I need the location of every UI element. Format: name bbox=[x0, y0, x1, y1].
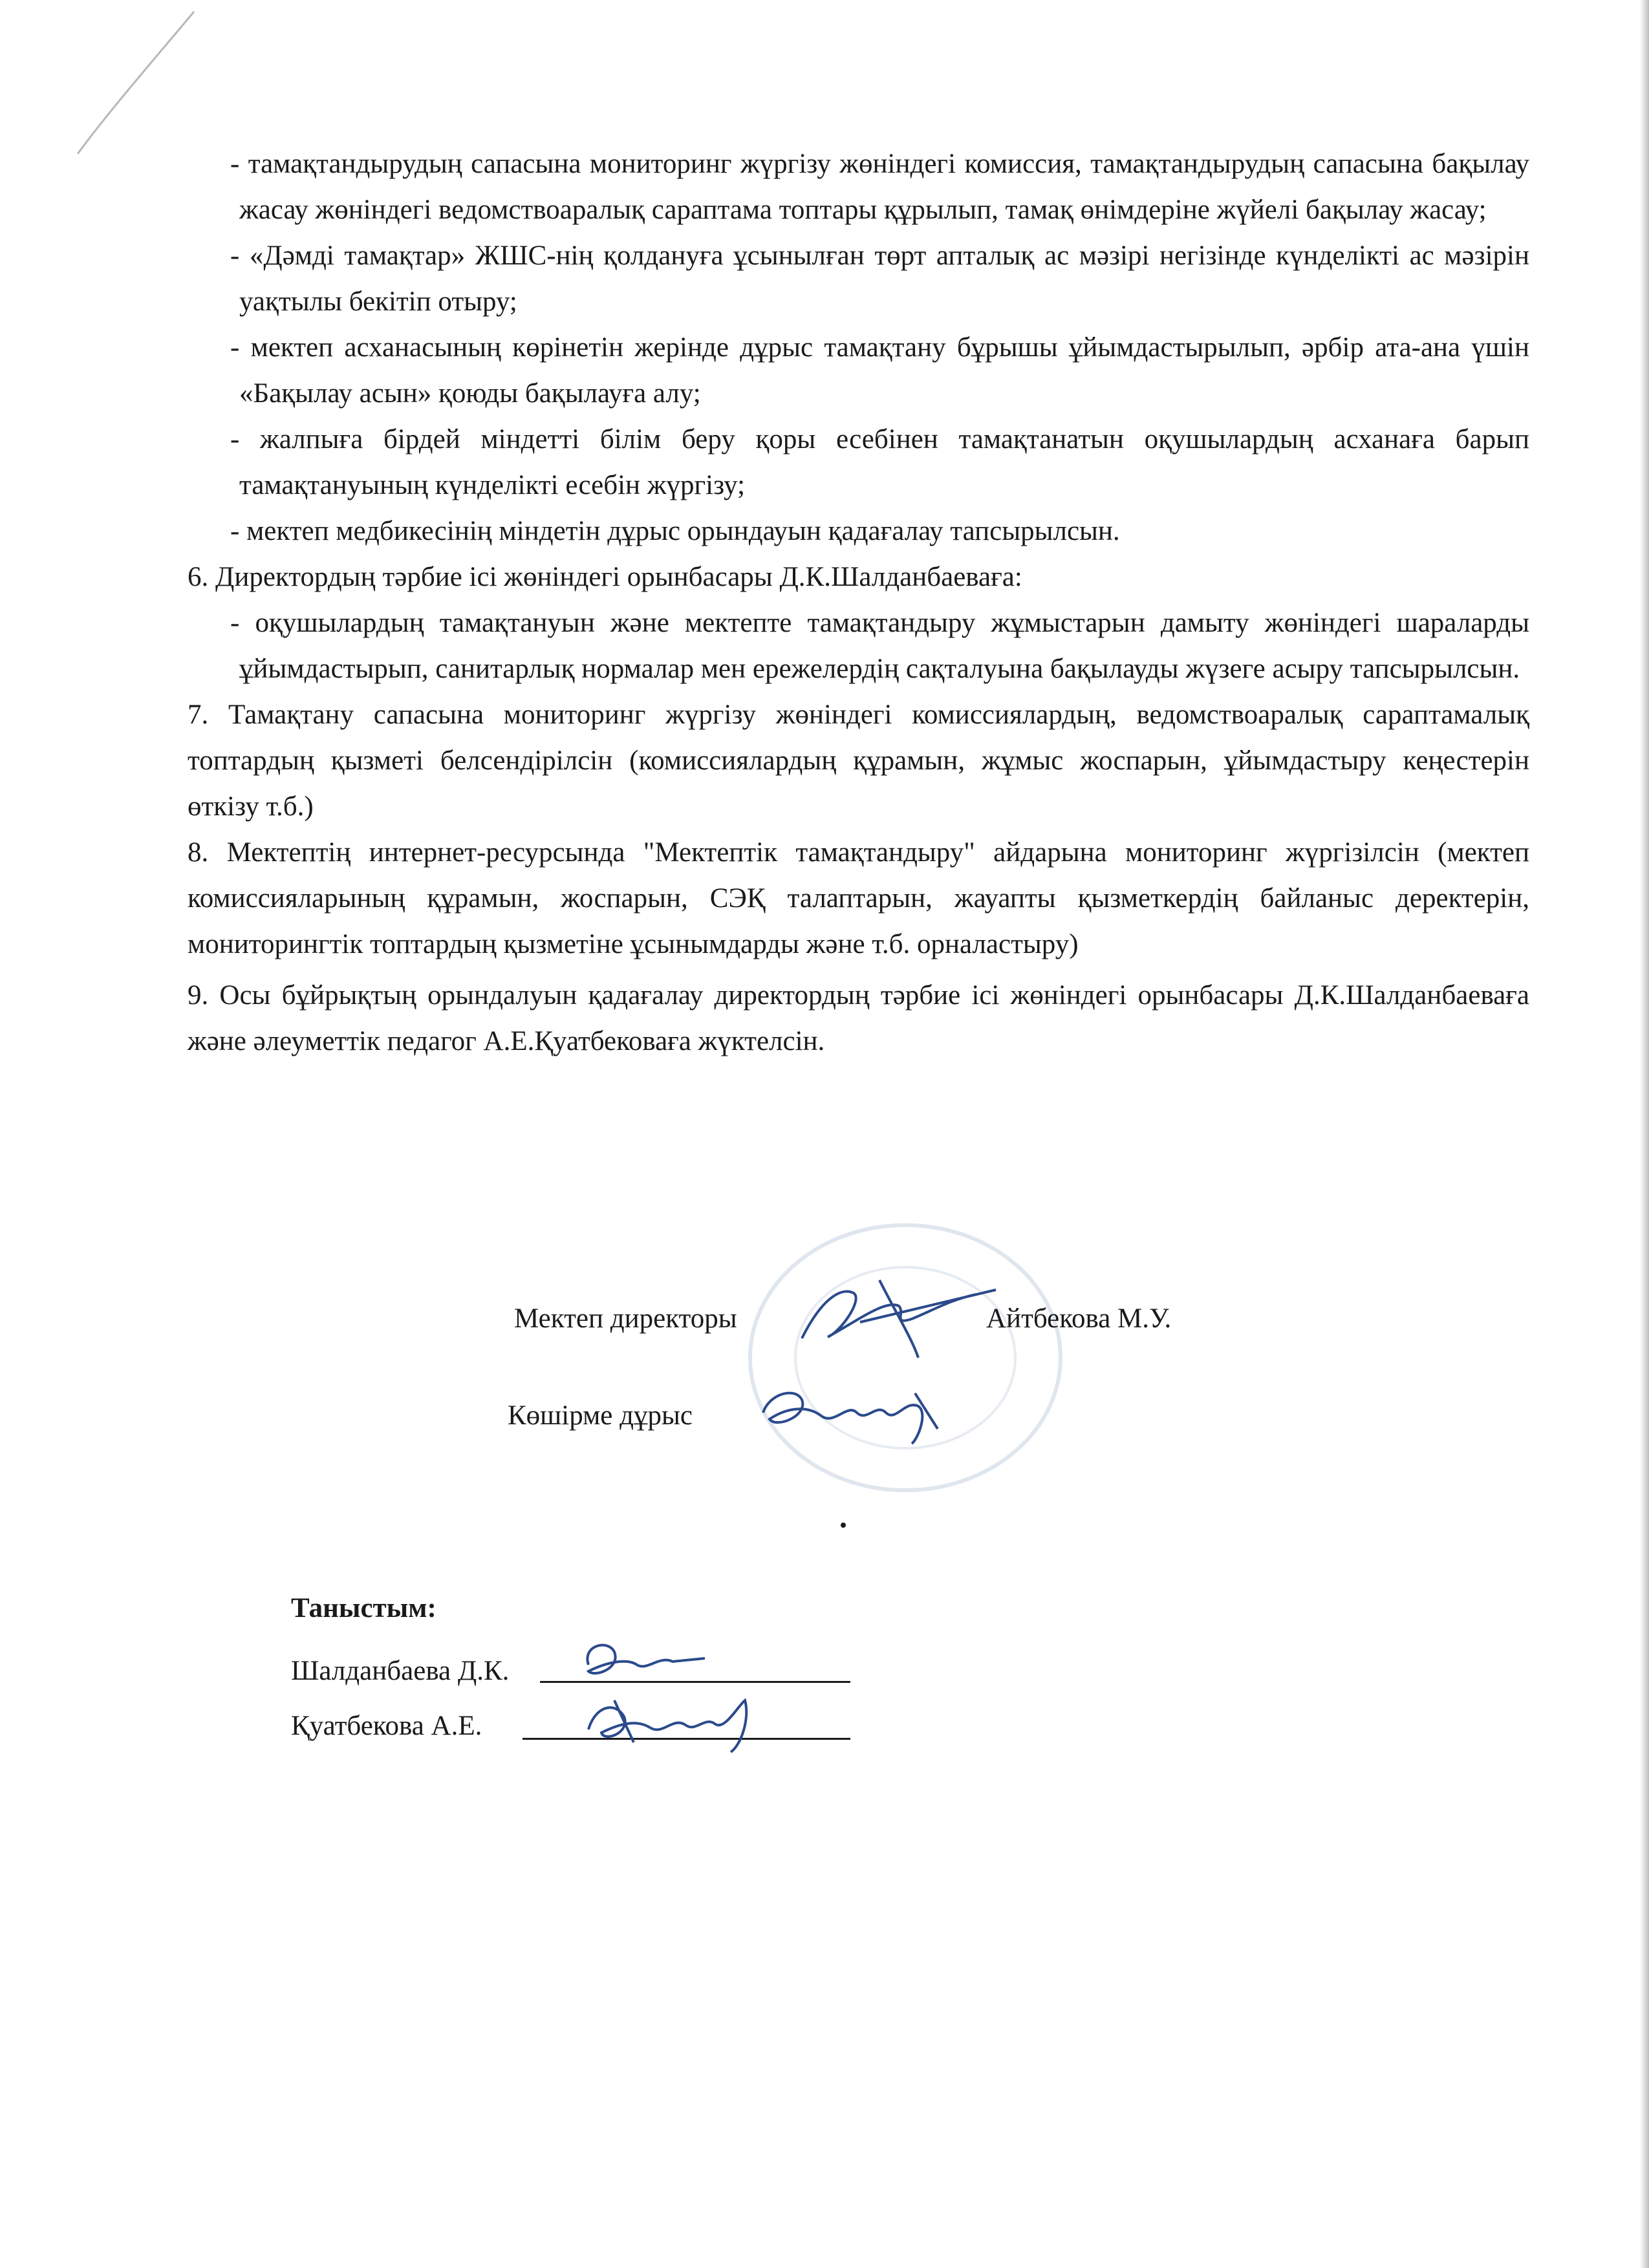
ack-signature-2 bbox=[576, 1681, 770, 1759]
ink-dot bbox=[841, 1523, 846, 1528]
director-name: Айтбекова М.У. bbox=[986, 1303, 1172, 1334]
item-7: 7. Тамақтану сапасына мониторинг жүргізу жөніндегі комиссиялардың, ведомствоаралық сараптамалық топтардың қызметі белсендірілсін (комиссиялардың құрамын, жұмыс жоспарын, ұйымдастыру кеңестерін өткізу т.б.) bbox=[188, 700, 1529, 822]
list-item: - жалпыға бірдей міндетті білім беру қоры есебінен тамақтанатын оқушылардың асханаға барып тамақтануының күнделікті есебін жүргізу; bbox=[230, 424, 1529, 500]
list-item: - тамақтандырудың сапасына мониторинг жүргізу жөніндегі комиссия, тамақтандырудың сапасына бақылау жасау жөніндегі ведомствоаралық сараптама топтары құрылып, тамақ өнімдеріне жүйелі бақылау жасау; bbox=[230, 149, 1529, 225]
item-8: 8. Мектептің интернет-ресурсында "Мектептік тамақтандыру" айдарына мониторинг жүргізілсін (мектеп комиссияларының құрамын, жоспарын, СЭҚ талаптарын, жауапты қызметкердің байланыс деректерін, мониторингтік топтардың қызметіне ұсынымдарды және т.б. орналастыру) bbox=[188, 837, 1529, 959]
item-9: 9. Осы бұйрықтың орындалуын қадағалау директордың тәрбие ісі жөніндегі орынбасары Д.К.Шалданбаеваға және әлеуметтік педагог А.Е.Қуатбековаға жүктелсін. bbox=[188, 980, 1529, 1056]
list-item: - оқушылардың тамақтануын және мектепте тамақтандыру жұмыстарын дамыту жөніндегі шараларды ұйымдастырып, санитарлық нормалар мен ережелердің сақталуына бақылауды жүзеге асыру тапсырылсын. bbox=[230, 608, 1529, 684]
document-body bbox=[188, 141, 1529, 1064]
director-signature bbox=[782, 1261, 1015, 1371]
ack-person-2: Қуатбекова А.Е. bbox=[291, 1711, 482, 1741]
ack-title: Таныстым: bbox=[291, 1593, 436, 1623]
list-item: - мектеп асханасының көрінетін жерінде дұрыс тамақтану бұрышы ұйымдастырылып, әрбір ата-ана үшін «Бақылау асын» қоюды бақылауға алу; bbox=[230, 332, 1529, 409]
copy-label: Көшірме дұрыс bbox=[508, 1400, 693, 1431]
item-6-heading: 6. Директордың тәрбие ісі жөніндегі орынбасары Д.К.Шалданбаеваға: bbox=[188, 562, 1022, 592]
list-item: - «Дәмді тамақтар» ЖШС-нің қолдануға ұсынылған төрт апталық ас мәзірі негізінде күнделікті ас мәзірін уақтылы бекітіп отыру; bbox=[230, 241, 1529, 317]
director-label: Мектеп директоры bbox=[514, 1303, 737, 1334]
scan-streak-mark bbox=[0, 0, 207, 168]
copy-signature bbox=[750, 1367, 957, 1451]
ack-person-1: Шалданбаева Д.К. bbox=[291, 1656, 510, 1686]
list-item: - мектеп медбикесінің міндетін дұрыс орындауын қадағалау тапсырылсын. bbox=[230, 516, 1120, 546]
scan-right-edge bbox=[1640, 0, 1649, 2268]
